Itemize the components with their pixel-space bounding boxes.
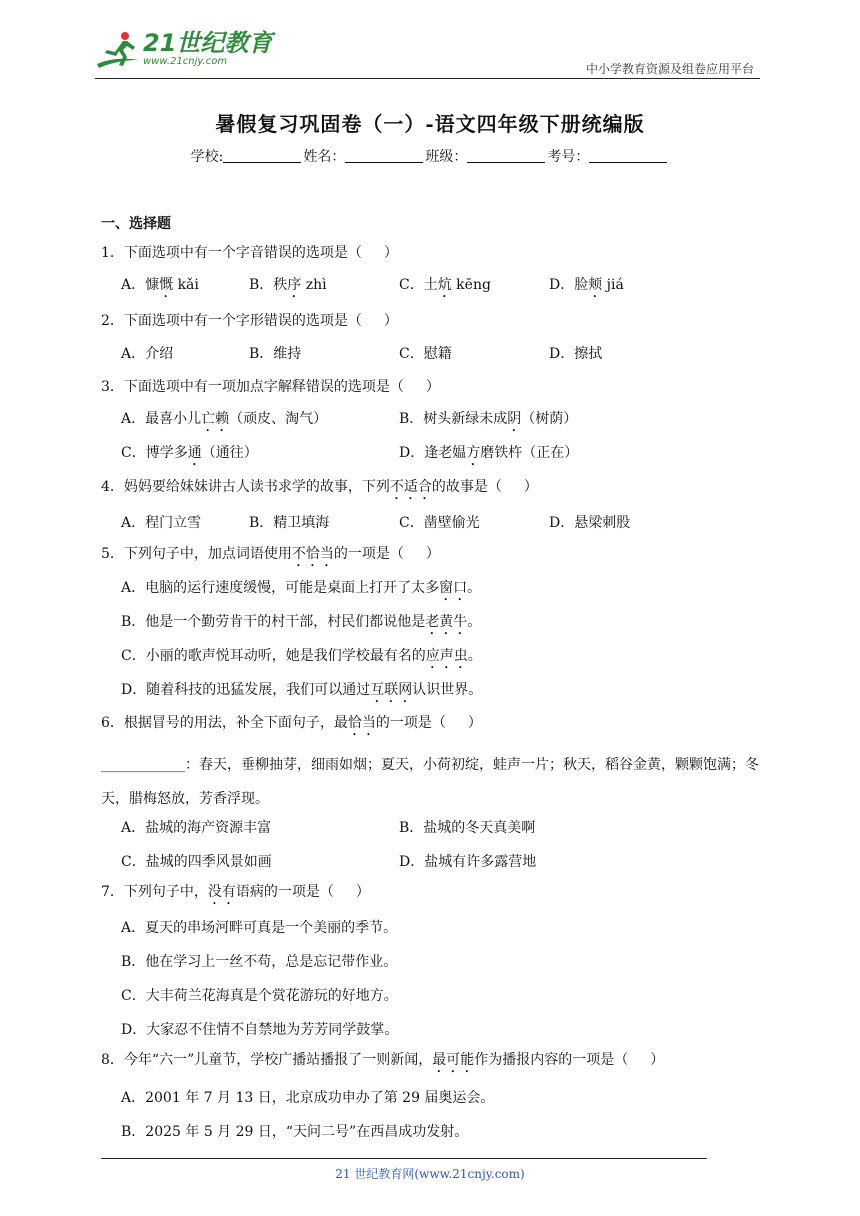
question-7: 7．下列句子中，没有语病的一项是（ ） bbox=[101, 884, 370, 900]
footer-link[interactable]: 21 世纪教育网(www.21cnjy.com) bbox=[335, 1167, 525, 1181]
q4-option-a[interactable]: A．程门立雪 bbox=[121, 515, 202, 531]
q7-option-b[interactable]: B．他在学习上一丝不苟，总是忘记带作业。 bbox=[121, 954, 398, 970]
header-divider bbox=[95, 78, 760, 79]
q1-option-d[interactable]: D．脸颊 jiá bbox=[549, 277, 624, 293]
question-1: 1．下面选项中有一个字音错误的选项是（ ） bbox=[101, 245, 398, 261]
q8-option-a[interactable]: A．2001 年 7 月 13 日，北京成功申办了第 29 届奥运会。 bbox=[121, 1090, 495, 1106]
exam-no-blank bbox=[589, 148, 667, 163]
logo-url-text: www.21cnjy.com bbox=[143, 56, 228, 67]
class-blank bbox=[467, 148, 545, 163]
q2-option-a[interactable]: A．介绍 bbox=[121, 346, 174, 362]
q4-option-b[interactable]: B．精卫填海 bbox=[249, 515, 330, 531]
question-2: 2．下面选项中有一个字形错误的选项是（ ） bbox=[101, 313, 398, 329]
q6-option-d[interactable]: D．盐城有许多露营地 bbox=[399, 854, 537, 870]
q5-option-d[interactable]: D．随着科技的迅猛发展，我们可以通过互联网认识世界。 bbox=[121, 682, 483, 698]
platform-label: 中小学教育资源及组卷应用平台 bbox=[585, 62, 754, 76]
q7-option-a[interactable]: A．夏天的串场河畔可真是一个美丽的季节。 bbox=[121, 920, 398, 936]
q7-option-c[interactable]: C．大丰荷兰花海真是个赏花游玩的好地方。 bbox=[121, 988, 398, 1004]
name-blank bbox=[345, 148, 423, 163]
site-logo[interactable] bbox=[95, 30, 272, 74]
q3-option-b[interactable]: B．树头新绿未成阴（树荫） bbox=[399, 411, 578, 427]
class-label: 班级： bbox=[425, 149, 468, 165]
question-3: 3．下面选项中有一项加点字解释错误的选项是（ ） bbox=[101, 379, 440, 395]
q5-option-c[interactable]: C．小丽的歌声悦耳动听，她是我们学校最有名的应声虫。 bbox=[121, 648, 482, 664]
q1-option-b[interactable]: B．秩序 zhì bbox=[249, 277, 327, 293]
q4-option-c[interactable]: C．凿壁偷光 bbox=[399, 515, 480, 531]
question-8: 8．今年“六一”儿童节，学校广播站播报了一则新闻，最可能作为播报内容的一项是（ ） bbox=[101, 1052, 665, 1068]
q6-option-b[interactable]: B．盐城的冬天真美啊 bbox=[399, 820, 536, 836]
q6-passage: ____________：春天，垂柳抽芽，细雨如烟；夏天，小荷初绽，蛙声一片；秋天，稻谷金黄，颗颗饱满；冬天，腊梅怒放，芳香浮现。 bbox=[101, 757, 759, 807]
logo-main-text: 21世纪教育 bbox=[143, 29, 273, 57]
school-label: 学校: bbox=[190, 149, 224, 165]
q6-option-a[interactable]: A．盐城的海产资源丰富 bbox=[121, 820, 272, 836]
student-info-line bbox=[0, 146, 860, 166]
q3-option-c[interactable]: C．博学多通（通往） bbox=[121, 445, 258, 461]
name-label: 姓名： bbox=[303, 149, 346, 165]
running-man-icon bbox=[95, 30, 141, 74]
q3-option-a[interactable]: A．最喜小儿亡赖（顽皮、淘气） bbox=[121, 411, 328, 427]
exam-no-label: 考号： bbox=[547, 149, 590, 165]
q8-option-b[interactable]: B．2025 年 5 月 29 日，“天问二号”在西昌成功发射。 bbox=[121, 1124, 469, 1140]
q4-option-d[interactable]: D．悬梁刺股 bbox=[549, 515, 631, 531]
question-5: 5．下列句子中，加点词语使用不恰当的一项是（ ） bbox=[101, 546, 440, 562]
section-heading: 一、选择题 bbox=[101, 216, 171, 232]
q2-option-d[interactable]: D．擦拭 bbox=[549, 346, 603, 362]
q5-option-a[interactable]: A．电脑的运行速度缓慢，可能是桌面上打开了太多窗口。 bbox=[121, 580, 482, 596]
q3-option-d[interactable]: D．逢老媪方磨铁杵（正在） bbox=[399, 445, 579, 461]
question-4: 4．妈妈要给妹妹讲古人读书求学的故事，下列不适合的故事是（ ） bbox=[101, 479, 538, 495]
question-6: 6．根据冒号的用法，补全下面句子，最恰当的一项是（ ） bbox=[101, 715, 482, 731]
school-blank bbox=[223, 148, 301, 163]
page-title: 暑假复习巩固卷（一）-语文四年级下册统编版 bbox=[215, 112, 645, 136]
q2-option-c[interactable]: C．慰籍 bbox=[399, 346, 452, 362]
footer-divider bbox=[101, 1158, 707, 1159]
page-header bbox=[95, 28, 760, 78]
q5-option-b[interactable]: B．他是一个勤劳肯干的村干部，村民们都说他是老黄牛。 bbox=[121, 614, 482, 630]
q2-option-b[interactable]: B．维持 bbox=[249, 346, 302, 362]
q6-option-c[interactable]: C．盐城的四季风景如画 bbox=[121, 854, 272, 870]
q7-option-d[interactable]: D．大家忍不住情不自禁地为芳芳同学鼓掌。 bbox=[121, 1022, 399, 1038]
q1-option-a[interactable]: A．慷慨 kǎi bbox=[121, 277, 199, 293]
q1-option-c[interactable]: C．土炕 kēng bbox=[399, 277, 491, 293]
